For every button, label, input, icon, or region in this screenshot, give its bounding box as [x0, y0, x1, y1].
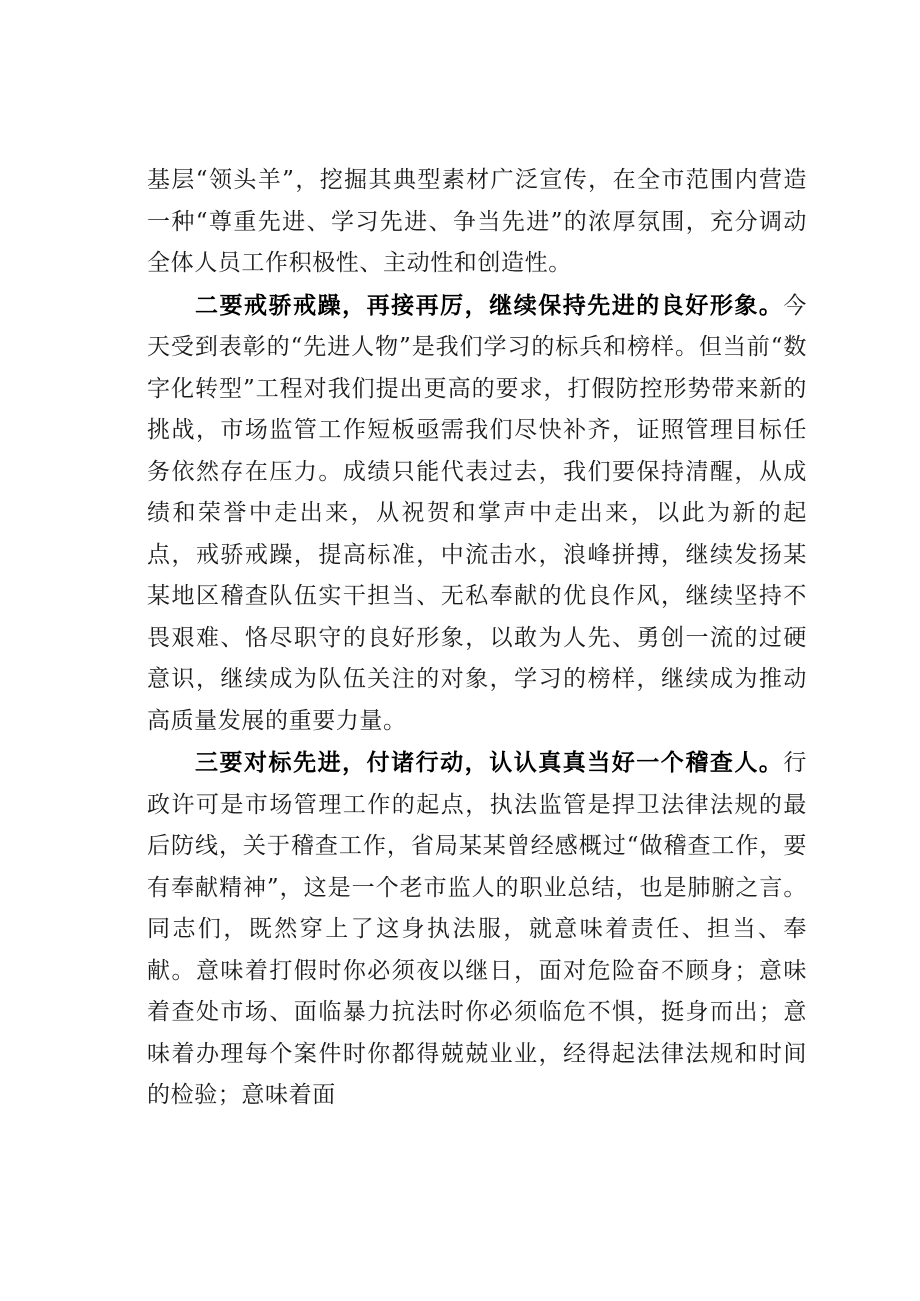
document-body — [147, 160, 807, 1117]
paragraph-3 — [147, 742, 807, 1117]
paragraph-1-text: 基层“领头羊”，挖掘其典型素材广泛宣传，在全市范围内营造一种“尊重先进、学习先进、争当先进”的浓厚氛围，充分调动全体人员工作积极性、主动性和创造性。 — [147, 167, 807, 276]
paragraph-3-text: 行政许可是市场管理工作的起点，执法监管是捍卫法律法规的最后防线，关于稽查工作，省局某某曾经感概过“做稽查工作，要有奉献精神”，这是一个老市监人的职业总结，也是肺腑之言。同志们，既然穿上了这身执法服，就意味着责任、担当、奉献。意味着打假时你必须夜以继日，面对危险奋不顾身；意味着查处市场、面临暴力抗法时你必须临危不惧，挺身而出；意味着办理每个案件时你都得兢兢业业，经得起法律法规和时间的检验；意味着面 — [147, 750, 807, 1108]
paragraph-2-text: 今天受到表彰的“先进人物”是我们学习的标兵和榜样。但当前“数字化转型”工程对我们提出更高的要求，打假防控形势带来新的挑战，市场监管工作短板亟需我们尽快补齐，证照管理目标任务依然存在压力。成绩只能代表过去，我们要保持清醒，从成绩和荣誉中走出来，从祝贺和掌声中走出来，以此为新的起点，戒骄戒躁，提高标准，中流击水，浪峰拼搏，继续发扬某某地区稽查队伍实干担当、无私奉献的优良作风，继续坚持不畏艰难、恪尽职守的良好形象，以敢为人先、勇创一流的过硬意识，继续成为队伍关注的对象，学习的榜样，继续成为推动高质量发展的重要力量。 — [147, 292, 807, 734]
paragraph-2 — [147, 285, 807, 743]
paragraph-3-heading: 三要对标先进，付诸行动，认认真真当好一个稽查人。 — [195, 749, 784, 776]
paragraph-1 — [147, 160, 807, 285]
paragraph-2-heading: 二要戒骄戒躁，再接再厉，继续保持先进的良好形象。 — [195, 291, 784, 319]
